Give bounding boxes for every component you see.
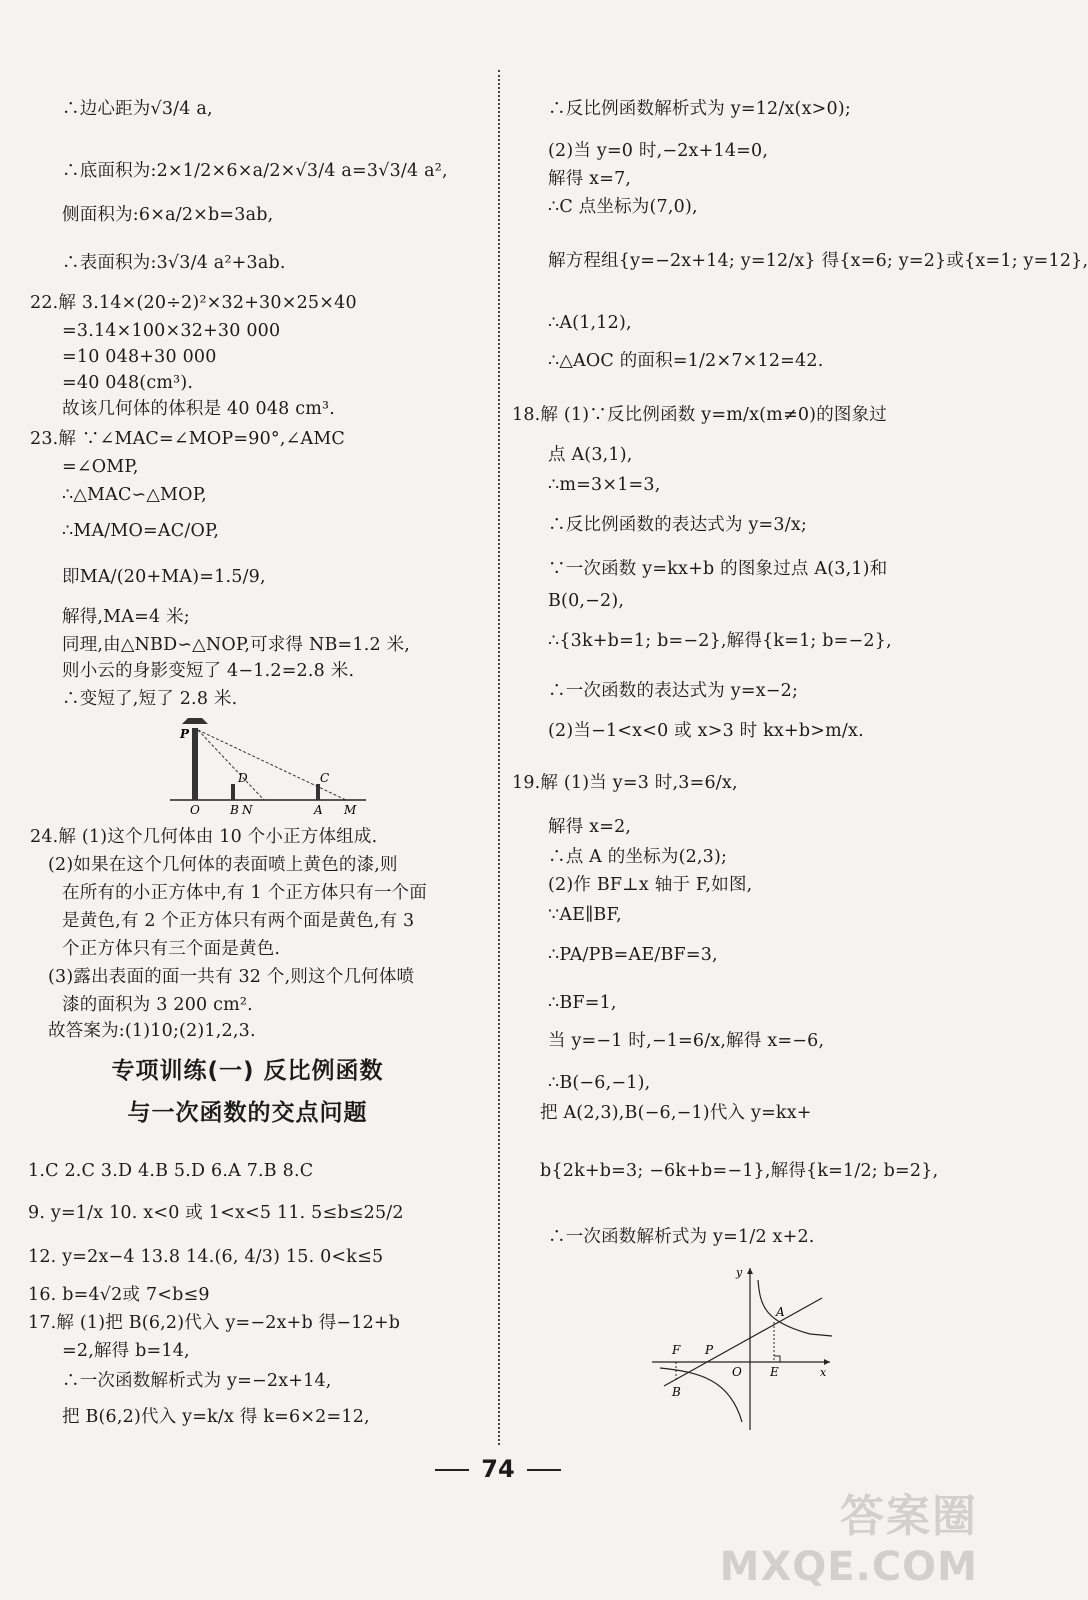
left-line: 故答案为:(1)10;(2)1,2,3. [48, 1021, 256, 1041]
right-line: ∴反比例函数解析式为 y=12/x(x>0); [548, 99, 851, 119]
y-axis-arrow [747, 1268, 753, 1274]
left-line: 则小云的身影变短了 4−1.2=2.8 米. [62, 661, 355, 681]
right-line: B(0,−2), [548, 591, 625, 611]
shadow-figure [168, 710, 368, 822]
left-line: 解得,MA=4 米; [62, 607, 190, 627]
right-line: 当 y=−1 时,−1=6/x,解得 x=−6, [548, 1031, 825, 1051]
left-line: ∴变短了,短了 2.8 米. [62, 689, 238, 709]
right-line: 解得 x=7, [548, 169, 632, 189]
right-line: ∴C 点坐标为(7,0), [548, 197, 698, 217]
left-line: ∴底面积为:2×1/2×6×a/2×√3/4 a=3√3/4 a², [62, 161, 448, 181]
label-y: y [736, 1266, 743, 1279]
left-line: (2)如果在这个几何体的表面喷上黄色的漆,则 [48, 855, 398, 875]
right-line: 18.解 (1)∵反比例函数 y=m/x(m≠0)的图象过 [512, 405, 887, 425]
right-line: b{2k+b=3; −6k+b=−1},解得{k=1/2; b=2}, [540, 1161, 939, 1181]
page-footer [0, 1455, 996, 1483]
left-line: =∠OMP, [62, 457, 139, 477]
left-line: ∴表面积为:3√3/4 a²+3ab. [62, 253, 286, 273]
left-line: 17.解 (1)把 B(6,2)代入 y=−2x+b 得−12+b [28, 1313, 401, 1333]
label-f: F [672, 1343, 681, 1357]
left-line: 把 B(6,2)代入 y=k/x 得 k=6×2=12, [62, 1407, 370, 1427]
right-line: ∴反比例函数的表达式为 y=3/x; [548, 515, 808, 535]
left-line: 1.C 2.C 3.D 4.B 5.D 6.A 7.B 8.C [28, 1161, 314, 1181]
left-line: 9. y=1/x 10. x<0 或 1<x<5 11. 5≤b≤25/2 [28, 1203, 404, 1223]
left-line: 同理,由△NBD∽△NOP,可求得 NB=1.2 米, [62, 635, 411, 655]
right-line: ∵AE∥BF, [548, 905, 622, 925]
right-line: ∴m=3×1=3, [548, 475, 661, 495]
label-a: A [776, 1305, 785, 1319]
left-line: =40 048(cm³). [62, 373, 194, 393]
left-line: ∴边心距为√3/4 a, [62, 99, 213, 119]
right-line: (2)当−1<x<0 或 x>3 时 kx+b>m/x. [548, 721, 864, 741]
label-d: D [238, 771, 248, 785]
section-heading-line2: 与一次函数的交点问题 [127, 1100, 368, 1126]
left-line: 即MA/(20+MA)=1.5/9, [62, 567, 266, 587]
right-line: (2)当 y=0 时,−2x+14=0, [548, 141, 769, 161]
lamp-post [192, 728, 198, 800]
left-line: ∴一次函数解析式为 y=−2x+14, [62, 1371, 332, 1391]
left-line: 个正方体只有三个面是黄色. [62, 939, 281, 959]
left-line: 24.解 (1)这个几何体由 10 个小正方体组成. [30, 827, 378, 847]
section-heading-line1: 专项训练(一) 反比例函数 [111, 1058, 384, 1084]
person-bd [231, 784, 235, 800]
left-line: 在所有的小正方体中,有 1 个正方体只有一个面 [62, 883, 427, 903]
left-line: ∴△MAC∽△MOP, [62, 485, 207, 505]
label-o: O [190, 803, 200, 817]
x-axis-arrow [824, 1359, 830, 1365]
right-line: ∴B(−6,−1), [548, 1073, 651, 1093]
right-line: 19.解 (1)当 y=3 时,3=6/x, [512, 773, 738, 793]
left-line: 是黄色,有 2 个正方体只有两个面是黄色,有 3 [62, 911, 415, 931]
page-number: 74 [481, 1455, 515, 1483]
right-line: ∴一次函数的表达式为 y=x−2; [548, 681, 799, 701]
watermark-logo: 答案圈 [840, 1491, 978, 1542]
right-line: ∴BF=1, [548, 993, 617, 1013]
right-line: 点 A(3,1), [548, 445, 633, 465]
right-line: (2)作 BF⊥x 轴于 F,如图, [548, 875, 753, 895]
label-e: E [770, 1365, 779, 1379]
linear-function-line [664, 1298, 822, 1386]
left-line: 23.解 ∵∠MAC=∠MOP=90°,∠AMC [30, 429, 346, 449]
left-line: =10 048+30 000 [62, 347, 217, 367]
label-c: C [320, 771, 330, 785]
watermark [720, 1480, 978, 1590]
left-line: 22.解 3.14×(20÷2)²×32+30×25×40 [30, 293, 357, 313]
watermark-url: MXQE.COM [719, 1544, 978, 1590]
left-line: 漆的面积为 3 200 cm². [62, 995, 253, 1015]
right-line: 解得 x=2, [548, 817, 632, 837]
label-b: B [230, 803, 239, 817]
left-line: 侧面积为:6×a/2×b=3ab, [62, 205, 274, 225]
label-x: x [820, 1366, 827, 1379]
left-line: 故该几何体的体积是 40 048 cm³. [62, 399, 336, 419]
light-ray-2 [198, 730, 346, 800]
column-divider [498, 70, 500, 1445]
right-angle-mark [774, 1356, 780, 1362]
left-line: (3)露出表面的面一共有 32 个,则这个几何体喷 [48, 967, 415, 987]
label-p: P [180, 727, 190, 741]
right-line: ∴A(1,12), [548, 313, 632, 333]
person-ac [316, 784, 320, 800]
label-a: A [314, 803, 323, 817]
label-n: N [242, 803, 253, 817]
label-b: B [672, 1385, 681, 1399]
right-line: ∵一次函数 y=kx+b 的图象过点 A(3,1)和 [548, 559, 888, 579]
right-line: ∴△AOC 的面积=1/2×7×12=42. [548, 351, 824, 371]
right-line: ∴一次函数解析式为 y=1/2 x+2. [548, 1227, 815, 1247]
label-m: M [344, 803, 357, 817]
right-line: 解方程组{y=−2x+14; y=12/x} 得{x=6; y=2}或{x=1; y=12}, [548, 251, 1088, 271]
right-line: 把 A(2,3),B(−6,−1)代入 y=kx+ [540, 1103, 812, 1123]
lamp-head [182, 718, 208, 724]
left-line: ∴MA/MO=AC/OP, [62, 521, 220, 541]
label-o: O [732, 1365, 742, 1379]
right-line: ∴{3k+b=1; b=−2},解得{k=1; b=−2}, [548, 631, 892, 651]
left-line: =2,解得 b=14, [62, 1341, 190, 1361]
right-line: ∴点 A 的坐标为(2,3); [548, 847, 728, 867]
right-line: ∴PA/PB=AE/BF=3, [548, 945, 718, 965]
left-line: 16. b=4√2或 7<b≤9 [28, 1285, 210, 1305]
label-p: P [705, 1343, 714, 1357]
left-line: =3.14×100×32+30 000 [62, 321, 281, 341]
left-line: 12. y=2x−4 13.8 14.(6, 4/3) 15. 0<k≤5 [28, 1247, 384, 1267]
function-graph-figure [650, 1262, 840, 1434]
